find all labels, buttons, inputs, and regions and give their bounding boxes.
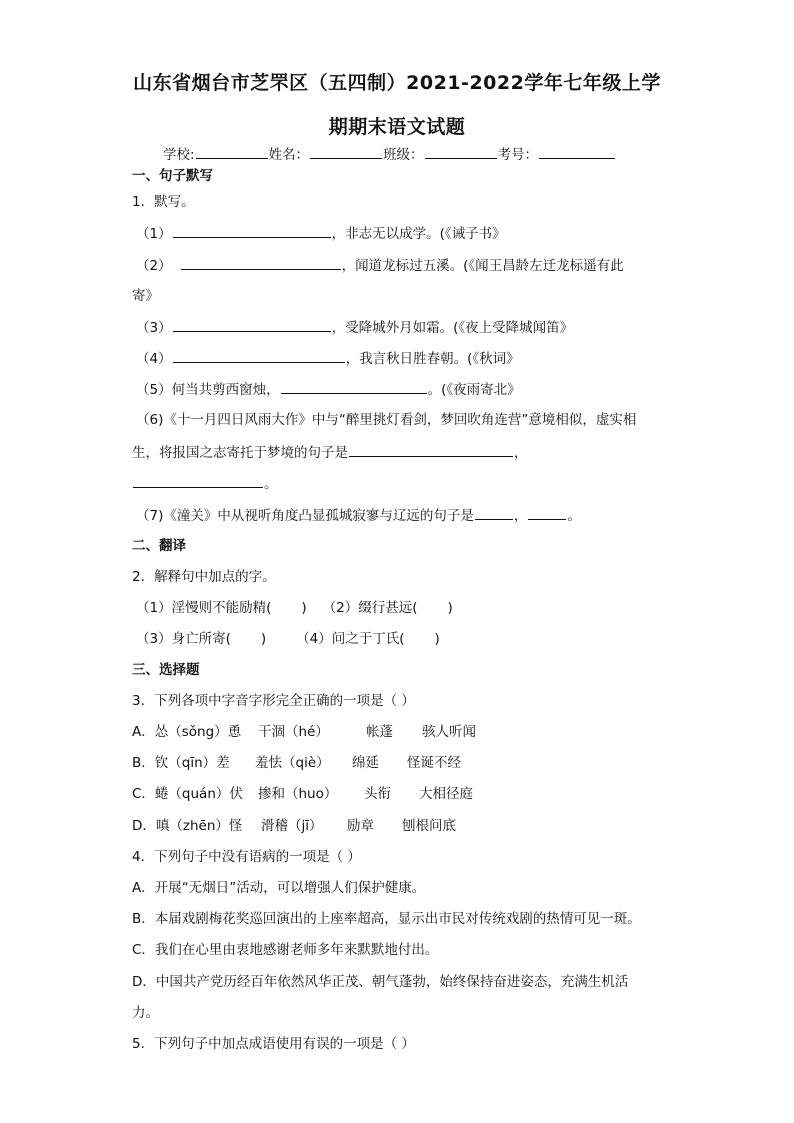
q1-item-3-blank[interactable] (173, 318, 331, 332)
q1-item-6-blank-2[interactable] (133, 474, 263, 488)
q1-item-2: （2） ，闻道龙标过五溪。(《闻王昌龄左迁龙标遥有此 (136, 258, 624, 274)
number-label: 考号： (497, 147, 539, 163)
name-label: 姓名： (268, 147, 310, 163)
q4-option-d-line-1[interactable]: D．中国共产党历经百年依然风华正茂、朝气蓬勃，始终保持奋进姿态，充满生机活 (132, 974, 629, 990)
exam-title-line-2: 期期末语文试题 (328, 116, 466, 138)
class-field[interactable] (425, 145, 497, 159)
question-1-stem: 1．默写。 (132, 194, 195, 210)
q4-option-a[interactable]: A．开展“无烟日”活动，可以增强人们保护健康。 (132, 880, 426, 896)
q4-option-b[interactable]: B．本届戏剧梅花奖巡回演出的上座率超高，显示出市民对传统戏剧的热情可见一斑。 (132, 911, 641, 927)
section-3-heading: 三、选择题 (132, 662, 200, 678)
name-field[interactable] (310, 145, 382, 159)
question-4-stem: 4．下列句子中没有语病的一项是（ ） (132, 849, 361, 865)
question-2-stem: 2．解释句中加点的字。 (132, 569, 276, 585)
class-label: 班级： (383, 147, 424, 163)
student-info-row (163, 145, 616, 164)
q1-item-2-blank[interactable] (181, 256, 341, 270)
q3-option-b[interactable]: B．钦（qīn）差 羞怯（qiè） 绵延 怪诞不经 (132, 755, 461, 771)
q4-option-c[interactable]: C．我们在心里由衷地感谢老师多年来默默地付出。 (132, 942, 439, 958)
q1-item-5: （5）何当共剪西窗烛， 。(《夜雨寄北》 (136, 382, 521, 398)
q2-row-2: （3）身亡所寄( ) （4）问之于丁氏( ) (136, 631, 440, 647)
q4-option-d-line-2: 力。 (132, 1005, 159, 1021)
q1-item-6-line-3: 。 (132, 474, 278, 493)
question-3-stem: 3．下列各项中字音字形完全正确的一项是（ ） (132, 693, 415, 709)
school-field[interactable] (196, 145, 268, 159)
section-1-heading: 一、句子默写 (132, 168, 213, 184)
q1-item-7-blank-2[interactable] (528, 506, 566, 520)
q2-row-1: （1）淫慢则不能励精( ) （2）缀行甚远( ) (136, 600, 453, 616)
q3-option-a[interactable]: A．怂（sǒng）恿 干涸（hé） 帐蓬 骇人听闻 (132, 724, 476, 740)
q1-item-7: （7)《潼关》中从视听角度凸显孤城寂寥与辽远的句子是 ， 。 (136, 508, 581, 524)
question-5-stem: 5．下列句子中加点成语使用有误的一项是（ ） (132, 1036, 415, 1052)
q1-item-5-blank[interactable] (281, 380, 427, 394)
exam-title-line-1: 山东省烟台市芝罘区（五四制）2021-2022学年七年级上学 (133, 72, 661, 94)
q1-item-3: （3） ，受降城外月如霜。(《夜上受降城闻笛》 (136, 320, 574, 336)
q1-item-6-blank-1[interactable] (349, 443, 513, 457)
section-2-heading: 二、翻译 (132, 538, 186, 554)
q1-item-1: （1） ，非志无以成学。(《诫子书》 (136, 226, 506, 242)
q1-item-7-blank-1[interactable] (475, 506, 513, 520)
q1-item-6-line-2: 生，将报国之志寄托于梦境的句子是 ， (132, 445, 528, 461)
q1-item-6-line-1: （6)《十一月四日风雨大作》中与“醉里挑灯看剑，梦回吹角连营”意境相似，虚实相 (136, 412, 637, 428)
number-field[interactable] (539, 145, 615, 159)
q3-option-c[interactable]: C．蜷（quán）伏 掺和（huo） 头衔 大相径庭 (132, 786, 473, 802)
q1-item-2-cont: 寄》 (132, 288, 159, 304)
q1-item-4: （4） ，我言秋日胜春朝。(《秋词》 (136, 351, 520, 367)
q1-item-1-blank[interactable] (173, 224, 331, 238)
school-label: 学校: (163, 147, 195, 163)
q3-option-d[interactable]: D．嗔（zhēn）怪 滑稽（jī） 励章 刨根问底 (132, 818, 456, 834)
q1-item-4-blank[interactable] (173, 349, 345, 363)
